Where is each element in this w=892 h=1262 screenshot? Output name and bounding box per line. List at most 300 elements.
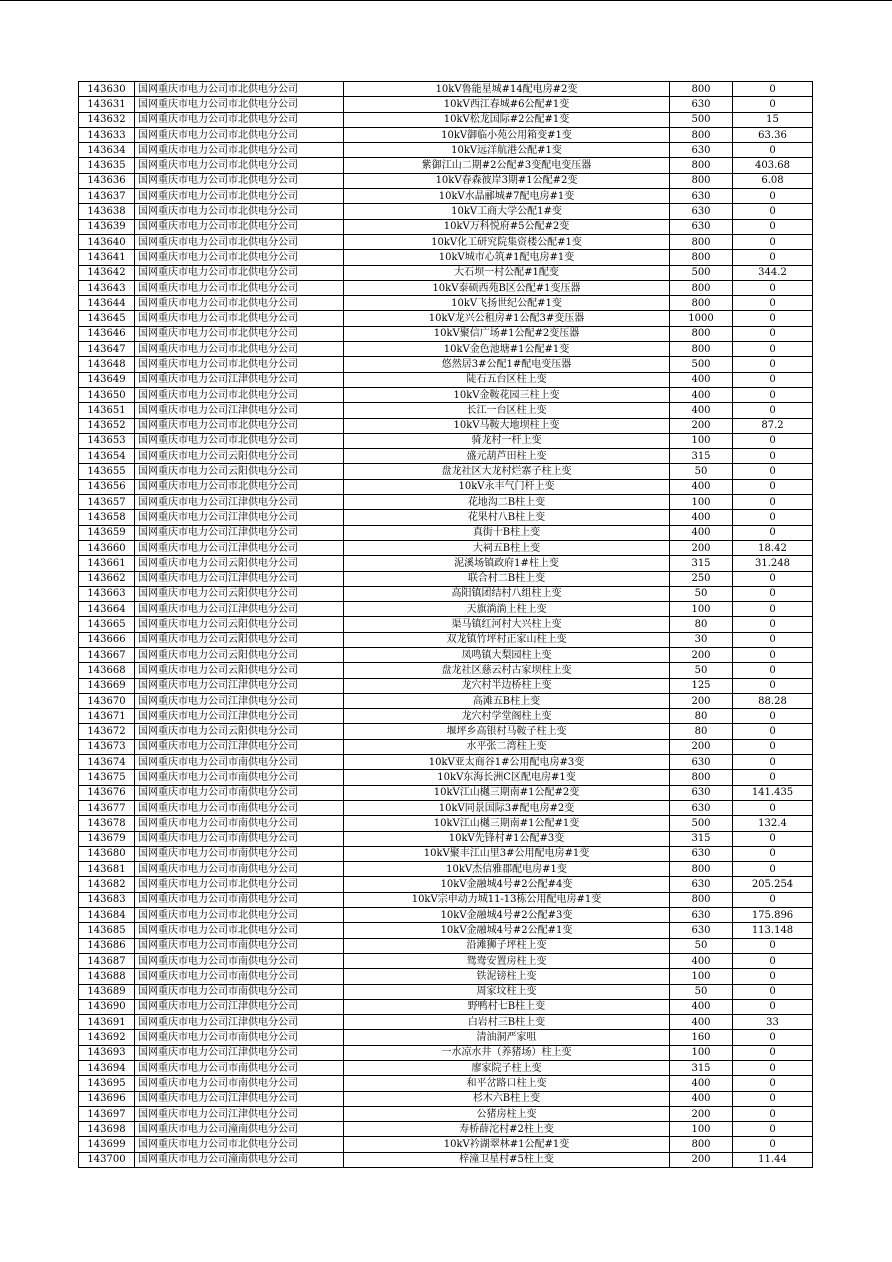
station-cell: 10kV衿湖翠林#1公配#1变 bbox=[344, 1137, 670, 1152]
table-row bbox=[79, 846, 813, 861]
capacity-cell: 100 bbox=[670, 602, 733, 617]
company-cell: 国网重庆市电力公司云阳供电分公司 bbox=[135, 586, 344, 601]
capacity-cell: 400 bbox=[670, 479, 733, 494]
company-cell: 国网重庆市电力公司市北供电分公司 bbox=[135, 877, 344, 892]
capacity-cell: 80 bbox=[670, 724, 733, 739]
row-id-cell: 143700 bbox=[79, 1152, 135, 1167]
row-id-cell: 143695 bbox=[79, 1076, 135, 1091]
capacity-cell: 800 bbox=[670, 326, 733, 341]
row-id-cell: 143693 bbox=[79, 1045, 135, 1060]
table-row bbox=[79, 1061, 813, 1076]
station-cell: 骑龙村一杆上变 bbox=[344, 433, 670, 448]
capacity-cell: 630 bbox=[670, 97, 733, 112]
load-cell: 0 bbox=[733, 204, 813, 219]
company-cell: 国网重庆市电力公司江津供电分公司 bbox=[135, 1045, 344, 1060]
row-id-cell: 143670 bbox=[79, 693, 135, 708]
row-id-cell: 143673 bbox=[79, 739, 135, 754]
capacity-cell: 630 bbox=[670, 908, 733, 923]
load-cell: 205.254 bbox=[733, 877, 813, 892]
load-cell: 0 bbox=[733, 357, 813, 372]
table-row bbox=[79, 219, 813, 234]
table-row bbox=[79, 602, 813, 617]
station-cell: 高滩五B柱上变 bbox=[344, 693, 670, 708]
station-cell: 真街十B柱上变 bbox=[344, 525, 670, 540]
station-cell: 天旗淌淌上柱上变 bbox=[344, 602, 670, 617]
station-cell: 10kV远洋航港公配#1变 bbox=[344, 143, 670, 158]
table-row bbox=[79, 372, 813, 387]
capacity-cell: 630 bbox=[670, 877, 733, 892]
capacity-cell: 200 bbox=[670, 540, 733, 555]
table-row bbox=[79, 999, 813, 1014]
station-cell: 悠然居3#公配1#配电变压器 bbox=[344, 357, 670, 372]
table-row bbox=[79, 250, 813, 265]
row-id-cell: 143666 bbox=[79, 632, 135, 647]
company-cell: 国网重庆市电力公司市北供电分公司 bbox=[135, 112, 344, 127]
table-row bbox=[79, 693, 813, 708]
capacity-cell: 630 bbox=[670, 143, 733, 158]
company-cell: 国网重庆市电力公司江津供电分公司 bbox=[135, 571, 344, 586]
row-id-cell: 143698 bbox=[79, 1122, 135, 1137]
capacity-cell: 400 bbox=[670, 510, 733, 525]
company-cell: 国网重庆市电力公司市南供电分公司 bbox=[135, 785, 344, 800]
station-cell: 清油洞严家咀 bbox=[344, 1030, 670, 1045]
row-id-cell: 143648 bbox=[79, 357, 135, 372]
capacity-cell: 200 bbox=[670, 739, 733, 754]
station-cell: 10kV城市心筑#1配电房#1变 bbox=[344, 250, 670, 265]
load-cell: 15 bbox=[733, 112, 813, 127]
table-row bbox=[79, 1137, 813, 1152]
station-cell: 公猪房柱上变 bbox=[344, 1106, 670, 1121]
station-cell: 10kV同景国际3#配电房#2变 bbox=[344, 800, 670, 815]
row-id-cell: 143643 bbox=[79, 280, 135, 295]
row-id-cell: 143689 bbox=[79, 984, 135, 999]
company-cell: 国网重庆市电力公司市北供电分公司 bbox=[135, 143, 344, 158]
load-cell: 33 bbox=[733, 1015, 813, 1030]
table-row bbox=[79, 280, 813, 295]
capacity-cell: 200 bbox=[670, 418, 733, 433]
row-id-cell: 143646 bbox=[79, 326, 135, 341]
capacity-cell: 125 bbox=[670, 678, 733, 693]
table-row bbox=[79, 1152, 813, 1167]
station-cell: 10kV金融城4号#2公配#4变 bbox=[344, 877, 670, 892]
company-cell: 国网重庆市电力公司市北供电分公司 bbox=[135, 250, 344, 265]
company-cell: 国网重庆市电力公司市南供电分公司 bbox=[135, 862, 344, 877]
table-row bbox=[79, 770, 813, 785]
company-cell: 国网重庆市电力公司市南供电分公司 bbox=[135, 831, 344, 846]
row-id-cell: 143696 bbox=[79, 1091, 135, 1106]
load-cell: 0 bbox=[733, 969, 813, 984]
table-row bbox=[79, 663, 813, 678]
capacity-cell: 50 bbox=[670, 663, 733, 678]
load-cell: 0 bbox=[733, 709, 813, 724]
capacity-cell: 800 bbox=[670, 342, 733, 357]
station-cell: 10kV亚太商谷1#公用配电房#3变 bbox=[344, 755, 670, 770]
company-cell: 国网重庆市电力公司云阳供电分公司 bbox=[135, 449, 344, 464]
company-cell: 国网重庆市电力公司市北供电分公司 bbox=[135, 219, 344, 234]
company-cell: 国网重庆市电力公司云阳供电分公司 bbox=[135, 464, 344, 479]
station-cell: 10kV金融城4号#2公配#3变 bbox=[344, 908, 670, 923]
company-cell: 国网重庆市电力公司云阳供电分公司 bbox=[135, 556, 344, 571]
capacity-cell: 630 bbox=[670, 923, 733, 938]
row-id-cell: 143650 bbox=[79, 387, 135, 402]
row-id-cell: 143657 bbox=[79, 495, 135, 510]
row-id-cell: 143642 bbox=[79, 265, 135, 280]
company-cell: 国网重庆市电力公司市南供电分公司 bbox=[135, 1030, 344, 1045]
company-cell: 国网重庆市电力公司云阳供电分公司 bbox=[135, 632, 344, 647]
company-cell: 国网重庆市电力公司市北供电分公司 bbox=[135, 173, 344, 188]
capacity-cell: 400 bbox=[670, 387, 733, 402]
row-id-cell: 143647 bbox=[79, 342, 135, 357]
capacity-cell: 630 bbox=[670, 785, 733, 800]
company-cell: 国网重庆市电力公司市北供电分公司 bbox=[135, 158, 344, 173]
table-row bbox=[79, 678, 813, 693]
station-cell: 10kV春森彼岸3期#1公配#2变 bbox=[344, 173, 670, 188]
row-id-cell: 143652 bbox=[79, 418, 135, 433]
table-row bbox=[79, 525, 813, 540]
table-row bbox=[79, 877, 813, 892]
load-cell: 344.2 bbox=[733, 265, 813, 280]
capacity-cell: 800 bbox=[670, 280, 733, 295]
company-cell: 国网重庆市电力公司云阳供电分公司 bbox=[135, 647, 344, 662]
capacity-cell: 200 bbox=[670, 693, 733, 708]
row-id-cell: 143641 bbox=[79, 250, 135, 265]
capacity-cell: 100 bbox=[670, 433, 733, 448]
load-cell: 175.896 bbox=[733, 908, 813, 923]
load-cell: 0 bbox=[733, 938, 813, 953]
capacity-cell: 250 bbox=[670, 571, 733, 586]
capacity-cell: 500 bbox=[670, 357, 733, 372]
company-cell: 国网重庆市电力公司市北供电分公司 bbox=[135, 97, 344, 112]
capacity-cell: 315 bbox=[670, 556, 733, 571]
company-cell: 国网重庆市电力公司市北供电分公司 bbox=[135, 357, 344, 372]
capacity-cell: 80 bbox=[670, 709, 733, 724]
table-row bbox=[79, 433, 813, 448]
table-row bbox=[79, 234, 813, 249]
station-cell: 水平张二湾柱上变 bbox=[344, 739, 670, 754]
capacity-cell: 200 bbox=[670, 1152, 733, 1167]
company-cell: 国网重庆市电力公司市北供电分公司 bbox=[135, 265, 344, 280]
load-cell: 0 bbox=[733, 143, 813, 158]
table-row bbox=[79, 709, 813, 724]
capacity-cell: 80 bbox=[670, 617, 733, 632]
row-id-cell: 143690 bbox=[79, 999, 135, 1014]
capacity-cell: 160 bbox=[670, 1030, 733, 1045]
station-cell: 花果村八B柱上变 bbox=[344, 510, 670, 525]
table-row bbox=[79, 326, 813, 341]
capacity-cell: 800 bbox=[670, 127, 733, 142]
row-id-cell: 143631 bbox=[79, 97, 135, 112]
company-cell: 国网重庆市电力公司市北供电分公司 bbox=[135, 479, 344, 494]
company-cell: 国网重庆市电力公司市北供电分公司 bbox=[135, 311, 344, 326]
capacity-cell: 800 bbox=[670, 173, 733, 188]
load-cell: 0 bbox=[733, 1061, 813, 1076]
capacity-cell: 800 bbox=[670, 892, 733, 907]
capacity-cell: 50 bbox=[670, 984, 733, 999]
capacity-cell: 800 bbox=[670, 82, 733, 97]
table-row bbox=[79, 357, 813, 372]
station-cell: 10kV聚信广场#1公配#2变压器 bbox=[344, 326, 670, 341]
row-id-cell: 143630 bbox=[79, 82, 135, 97]
station-cell: 10kV江山樾三期南#1公配#2变 bbox=[344, 785, 670, 800]
station-cell: 周家坟柱上变 bbox=[344, 984, 670, 999]
row-id-cell: 143697 bbox=[79, 1106, 135, 1121]
table-row bbox=[79, 632, 813, 647]
station-cell: 紫御江山二期#2公配#3变配电变压器 bbox=[344, 158, 670, 173]
station-cell: 盘龙社区慈云村古家坝柱上变 bbox=[344, 663, 670, 678]
station-cell: 寿桥薛沱村#2柱上变 bbox=[344, 1122, 670, 1137]
company-cell: 国网重庆市电力公司江津供电分公司 bbox=[135, 999, 344, 1014]
row-id-cell: 143638 bbox=[79, 204, 135, 219]
capacity-cell: 500 bbox=[670, 816, 733, 831]
load-cell: 0 bbox=[733, 571, 813, 586]
load-cell: 0 bbox=[733, 1091, 813, 1106]
station-cell: 双龙镇竹坪村正家山柱上变 bbox=[344, 632, 670, 647]
load-cell: 0 bbox=[733, 1045, 813, 1060]
company-cell: 国网重庆市电力公司江津供电分公司 bbox=[135, 510, 344, 525]
capacity-cell: 30 bbox=[670, 632, 733, 647]
company-cell: 国网重庆市电力公司江津供电分公司 bbox=[135, 709, 344, 724]
table-row bbox=[79, 1122, 813, 1137]
load-cell: 0 bbox=[733, 831, 813, 846]
row-id-cell: 143656 bbox=[79, 479, 135, 494]
company-cell: 国网重庆市电力公司市北供电分公司 bbox=[135, 923, 344, 938]
table-row bbox=[79, 189, 813, 204]
table-row bbox=[79, 495, 813, 510]
row-id-cell: 143680 bbox=[79, 846, 135, 861]
capacity-cell: 400 bbox=[670, 372, 733, 387]
table-row bbox=[79, 785, 813, 800]
table-row bbox=[79, 464, 813, 479]
capacity-cell: 400 bbox=[670, 525, 733, 540]
table-row bbox=[79, 984, 813, 999]
load-cell: 0 bbox=[733, 1030, 813, 1045]
row-id-cell: 143669 bbox=[79, 678, 135, 693]
table-row bbox=[79, 479, 813, 494]
load-cell: 0 bbox=[733, 97, 813, 112]
table-row bbox=[79, 908, 813, 923]
capacity-cell: 100 bbox=[670, 1122, 733, 1137]
load-cell: 0 bbox=[733, 984, 813, 999]
company-cell: 国网重庆市电力公司江津供电分公司 bbox=[135, 540, 344, 555]
row-id-cell: 143682 bbox=[79, 877, 135, 892]
table-row bbox=[79, 418, 813, 433]
station-cell: 10kV西江春城#6公配#1变 bbox=[344, 97, 670, 112]
load-cell: 0 bbox=[733, 403, 813, 418]
row-id-cell: 143660 bbox=[79, 540, 135, 555]
station-cell: 野鸭村七B柱上变 bbox=[344, 999, 670, 1014]
table-row bbox=[79, 449, 813, 464]
row-id-cell: 143685 bbox=[79, 923, 135, 938]
table-row bbox=[79, 1106, 813, 1121]
table-row bbox=[79, 800, 813, 815]
capacity-cell: 630 bbox=[670, 846, 733, 861]
company-cell: 国网重庆市电力公司云阳供电分公司 bbox=[135, 617, 344, 632]
station-cell: 10kV工商大学公配1#变 bbox=[344, 204, 670, 219]
capacity-cell: 315 bbox=[670, 1061, 733, 1076]
company-cell: 国网重庆市电力公司江津供电分公司 bbox=[135, 602, 344, 617]
row-id-cell: 143678 bbox=[79, 816, 135, 831]
load-cell: 0 bbox=[733, 479, 813, 494]
load-cell: 0 bbox=[733, 892, 813, 907]
table-row bbox=[79, 556, 813, 571]
table-row bbox=[79, 647, 813, 662]
table-row bbox=[79, 739, 813, 754]
row-id-cell: 143658 bbox=[79, 510, 135, 525]
company-cell: 国网重庆市电力公司市南供电分公司 bbox=[135, 800, 344, 815]
load-cell: 0 bbox=[733, 755, 813, 770]
station-cell: 沿滩狮子坪柱上变 bbox=[344, 938, 670, 953]
company-cell: 国网重庆市电力公司市北供电分公司 bbox=[135, 433, 344, 448]
load-cell: 0 bbox=[733, 296, 813, 311]
table-row bbox=[79, 938, 813, 953]
station-cell: 10kV东海长洲C区配电房#1变 bbox=[344, 770, 670, 785]
station-cell: 10kV鲁能星城#14配电房#2变 bbox=[344, 82, 670, 97]
station-cell: 联合村二B柱上变 bbox=[344, 571, 670, 586]
table-row bbox=[79, 816, 813, 831]
load-cell: 132.4 bbox=[733, 816, 813, 831]
load-cell: 0 bbox=[733, 372, 813, 387]
capacity-cell: 800 bbox=[670, 250, 733, 265]
load-cell: 0 bbox=[733, 1076, 813, 1091]
load-cell: 0 bbox=[733, 739, 813, 754]
station-cell: 龙穴村学堂阁柱上变 bbox=[344, 709, 670, 724]
load-cell: 0 bbox=[733, 1106, 813, 1121]
load-cell: 0 bbox=[733, 342, 813, 357]
station-cell: 10kV金色池塘#1公配#1变 bbox=[344, 342, 670, 357]
station-cell: 盘龙社区大龙村烂寨子柱上变 bbox=[344, 464, 670, 479]
station-cell: 10kV飞扬世纪公配#1变 bbox=[344, 296, 670, 311]
station-cell: 10kV先锋村#1公配#3变 bbox=[344, 831, 670, 846]
company-cell: 国网重庆市电力公司市北供电分公司 bbox=[135, 127, 344, 142]
company-cell: 国网重庆市电力公司潼南供电分公司 bbox=[135, 1122, 344, 1137]
station-cell: 10kV御临小苑公用箱变#1变 bbox=[344, 127, 670, 142]
top-border-line bbox=[0, 0, 892, 1]
row-id-cell: 143644 bbox=[79, 296, 135, 311]
row-id-cell: 143653 bbox=[79, 433, 135, 448]
row-id-cell: 143679 bbox=[79, 831, 135, 846]
row-id-cell: 143633 bbox=[79, 127, 135, 142]
load-cell: 403.68 bbox=[733, 158, 813, 173]
station-cell: 10kV杰信雅郡配电房#1变 bbox=[344, 862, 670, 877]
capacity-cell: 200 bbox=[670, 1106, 733, 1121]
load-cell: 0 bbox=[733, 953, 813, 968]
station-cell: 10kV龙兴公租房#1公配3#变压器 bbox=[344, 311, 670, 326]
table-row bbox=[79, 892, 813, 907]
row-id-cell: 143645 bbox=[79, 311, 135, 326]
table-row bbox=[79, 923, 813, 938]
row-id-cell: 143683 bbox=[79, 892, 135, 907]
station-cell: 10kV万科悦府#5公配#2变 bbox=[344, 219, 670, 234]
station-cell: 10kV马鞍大地坝柱上变 bbox=[344, 418, 670, 433]
load-cell: 87.2 bbox=[733, 418, 813, 433]
row-id-cell: 143649 bbox=[79, 372, 135, 387]
company-cell: 国网重庆市电力公司江津供电分公司 bbox=[135, 403, 344, 418]
station-cell: 10kV化工研究院集资楼公配#1变 bbox=[344, 234, 670, 249]
load-cell: 0 bbox=[733, 510, 813, 525]
row-id-cell: 143639 bbox=[79, 219, 135, 234]
table-row bbox=[79, 1091, 813, 1106]
capacity-cell: 315 bbox=[670, 831, 733, 846]
station-cell: 泥溪场镇政府1#柱上变 bbox=[344, 556, 670, 571]
company-cell: 国网重庆市电力公司市南供电分公司 bbox=[135, 969, 344, 984]
row-id-cell: 143654 bbox=[79, 449, 135, 464]
table-row bbox=[79, 510, 813, 525]
company-cell: 国网重庆市电力公司市北供电分公司 bbox=[135, 342, 344, 357]
capacity-cell: 400 bbox=[670, 403, 733, 418]
capacity-cell: 400 bbox=[670, 953, 733, 968]
company-cell: 国网重庆市电力公司市北供电分公司 bbox=[135, 418, 344, 433]
row-id-cell: 143677 bbox=[79, 800, 135, 815]
load-cell: 0 bbox=[733, 219, 813, 234]
station-cell: 10kV永丰气门杆上变 bbox=[344, 479, 670, 494]
load-cell: 63.36 bbox=[733, 127, 813, 142]
station-cell: 一水凉水井（养猪场）柱上变 bbox=[344, 1045, 670, 1060]
row-id-cell: 143667 bbox=[79, 647, 135, 662]
station-cell: 10kV金鞍花园三柱上变 bbox=[344, 387, 670, 402]
capacity-cell: 400 bbox=[670, 1076, 733, 1091]
load-cell: 0 bbox=[733, 250, 813, 265]
station-cell: 10kV宗申动力城11-13栋公用配电房#1变 bbox=[344, 892, 670, 907]
table-row bbox=[79, 969, 813, 984]
station-cell: 花地沟二B柱上变 bbox=[344, 495, 670, 510]
capacity-cell: 630 bbox=[670, 800, 733, 815]
table-row bbox=[79, 204, 813, 219]
capacity-cell: 800 bbox=[670, 1137, 733, 1152]
company-cell: 国网重庆市电力公司市南供电分公司 bbox=[135, 770, 344, 785]
company-cell: 国网重庆市电力公司市南供电分公司 bbox=[135, 816, 344, 831]
station-cell: 白岩村三B柱上变 bbox=[344, 1015, 670, 1030]
capacity-cell: 100 bbox=[670, 1045, 733, 1060]
station-cell: 10kV聚丰江山里3#公用配电房#1变 bbox=[344, 846, 670, 861]
company-cell: 国网重庆市电力公司江津供电分公司 bbox=[135, 739, 344, 754]
row-id-cell: 143687 bbox=[79, 953, 135, 968]
company-cell: 国网重庆市电力公司江津供电分公司 bbox=[135, 678, 344, 693]
load-cell: 0 bbox=[733, 449, 813, 464]
row-id-cell: 143692 bbox=[79, 1030, 135, 1045]
row-id-cell: 143672 bbox=[79, 724, 135, 739]
table-row bbox=[79, 953, 813, 968]
company-cell: 国网重庆市电力公司市北供电分公司 bbox=[135, 82, 344, 97]
company-cell: 国网重庆市电力公司潼南供电分公司 bbox=[135, 1152, 344, 1167]
load-cell: 0 bbox=[733, 525, 813, 540]
capacity-cell: 1000 bbox=[670, 311, 733, 326]
load-cell: 0 bbox=[733, 724, 813, 739]
station-cell: 高阳镇团结村八组柱上变 bbox=[344, 586, 670, 601]
row-id-cell: 143632 bbox=[79, 112, 135, 127]
load-cell: 11.44 bbox=[733, 1152, 813, 1167]
station-cell: 龙穴村半边桥柱上变 bbox=[344, 678, 670, 693]
load-cell: 6.08 bbox=[733, 173, 813, 188]
company-cell: 国网重庆市电力公司市南供电分公司 bbox=[135, 938, 344, 953]
company-cell: 国网重庆市电力公司江津供电分公司 bbox=[135, 495, 344, 510]
station-cell: 铁泥镑柱上变 bbox=[344, 969, 670, 984]
capacity-cell: 800 bbox=[670, 862, 733, 877]
station-cell: 10kV江山樾三期南#1公配#1变 bbox=[344, 816, 670, 831]
station-cell: 渠马镇红河村大兴柱上变 bbox=[344, 617, 670, 632]
load-cell: 0 bbox=[733, 602, 813, 617]
station-cell: 和平岔路口柱上变 bbox=[344, 1076, 670, 1091]
row-id-cell: 143686 bbox=[79, 938, 135, 953]
table-row bbox=[79, 831, 813, 846]
table-row bbox=[79, 586, 813, 601]
station-cell: 10kV金融城4号#2公配#1变 bbox=[344, 923, 670, 938]
row-id-cell: 143691 bbox=[79, 1015, 135, 1030]
load-cell: 0 bbox=[733, 387, 813, 402]
capacity-cell: 400 bbox=[670, 1015, 733, 1030]
load-cell: 0 bbox=[733, 862, 813, 877]
load-cell: 0 bbox=[733, 234, 813, 249]
station-cell: 堰坪乡高银村马鞍子柱上变 bbox=[344, 724, 670, 739]
